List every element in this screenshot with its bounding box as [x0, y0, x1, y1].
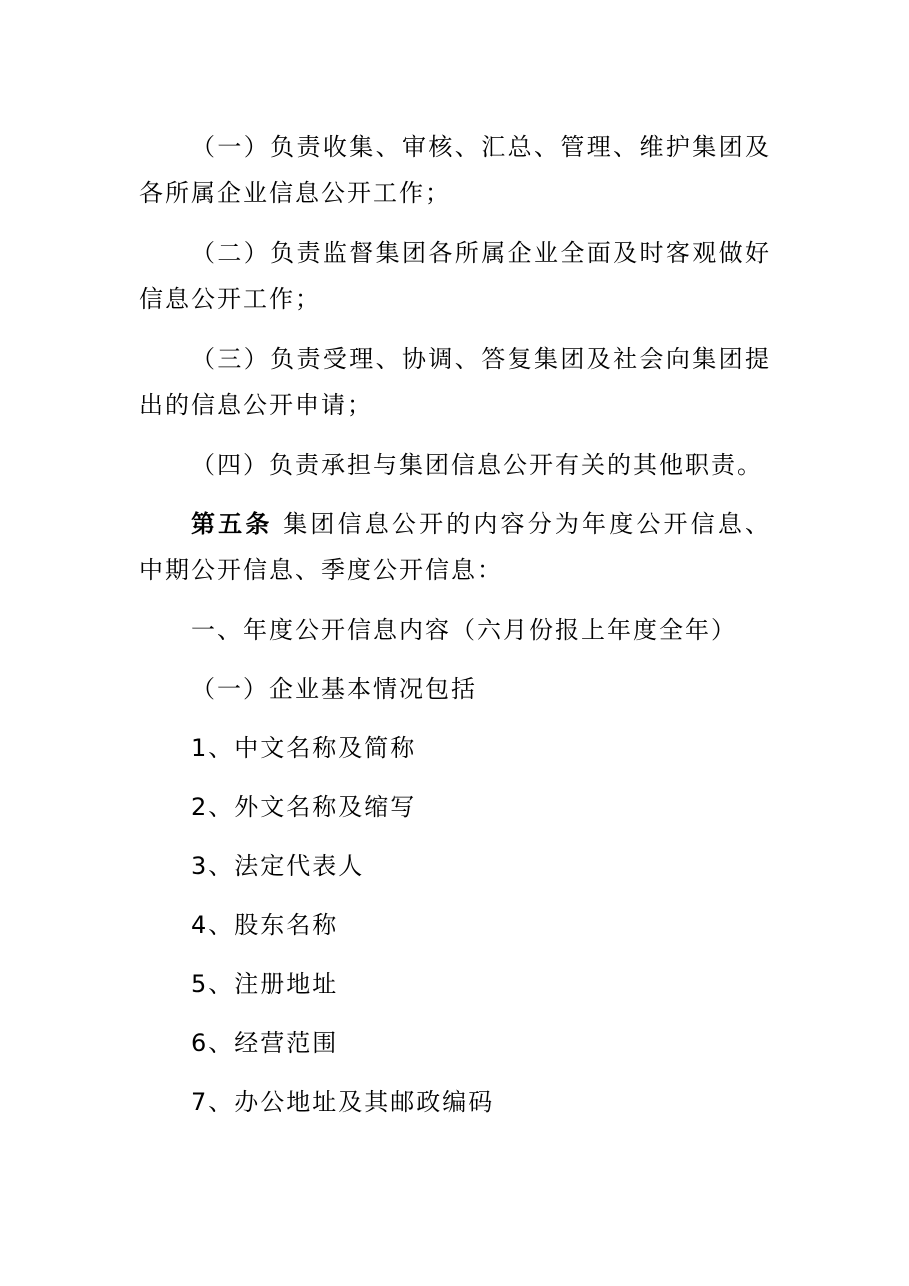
duty-item-3: [139, 336, 771, 428]
list-item-7-text: 7、办公地址及其邮政编码: [191, 1088, 495, 1116]
article-5-text: 集团信息公开的内容分为年度公开信息、中期公开信息、季度公开信息：: [139, 510, 771, 584]
duty-item-2: [139, 230, 771, 322]
list-item-5-text: 5、注册地址: [191, 970, 339, 998]
section-annual-info-text: 一、年度公开信息内容（六月份报上年度全年）: [191, 616, 737, 644]
list-item-5: [139, 961, 771, 1007]
list-item-4: [139, 902, 771, 948]
list-item-1-text: 1、中文名称及简称: [191, 734, 417, 762]
article-5-heading: 第五条: [191, 510, 273, 538]
list-item-7: [139, 1079, 771, 1125]
list-item-3-text: 3、法定代表人: [191, 852, 365, 880]
duty-item-4-text: （四）负责承担与集团信息公开有关的其他职责。: [191, 451, 763, 479]
document-body: [139, 124, 771, 1138]
duty-item-4: [139, 442, 771, 488]
list-item-2-text: 2、外文名称及缩写: [191, 793, 417, 821]
duty-item-1-text: （一）负责收集、审核、汇总、管理、维护集团及各所属企业信息公开工作；: [139, 133, 771, 207]
duty-item-1: [139, 124, 771, 216]
list-item-2: [139, 784, 771, 830]
subsection-basic-info-text: （一）企业基本情况包括: [191, 675, 477, 703]
list-item-4-text: 4、股东名称: [191, 911, 339, 939]
subsection-basic-info: [139, 666, 771, 712]
list-item-3: [139, 843, 771, 889]
article-5: [139, 501, 771, 593]
section-annual-info: [139, 607, 771, 653]
list-item-6: [139, 1020, 771, 1066]
list-item-6-text: 6、经营范围: [191, 1029, 339, 1057]
duty-item-2-text: （二）负责监督集团各所属企业全面及时客观做好信息公开工作；: [139, 239, 771, 313]
duty-item-3-text: （三）负责受理、协调、答复集团及社会向集团提出的信息公开申请；: [139, 345, 771, 419]
list-item-1: [139, 725, 771, 771]
